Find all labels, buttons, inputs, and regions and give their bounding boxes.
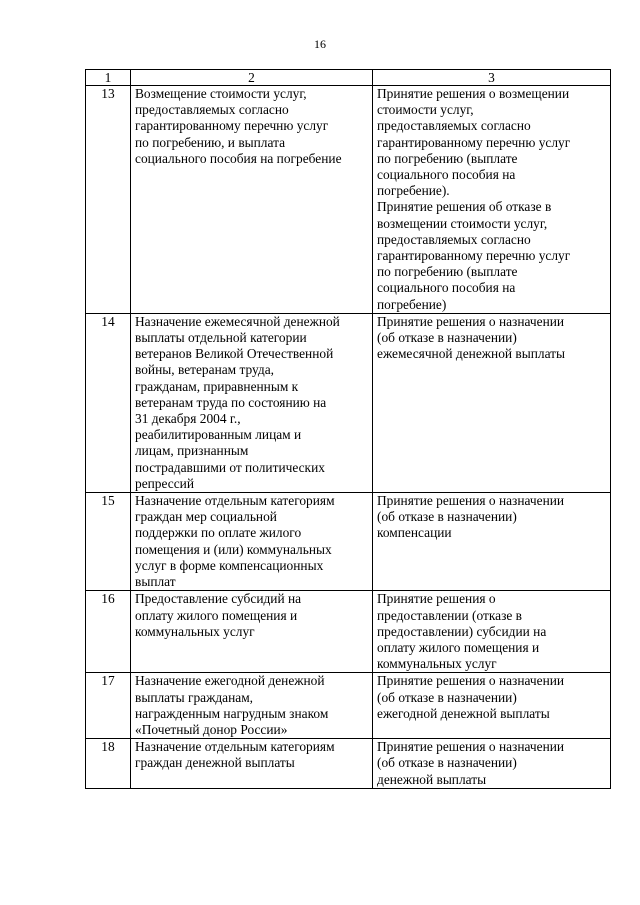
service-result: Принятие решения о назначении (об отказе в назначении) компенсации — [373, 493, 611, 591]
services-table — [85, 69, 611, 789]
service-name: Назначение отдельным категориям граждан денежной выплаты — [131, 739, 373, 789]
service-name: Назначение ежемесячной денежной выплаты отдельной категории ветеранов Великой Отечественной войны, ветеранам труда, гражданам, приравненным к ветеранам труда по состоянию на 31 декабря 2004 г., реабилитированным лицам и лицам, признанным пострадавшими от политических репрессий — [131, 313, 373, 492]
row-number: 16 — [86, 591, 131, 673]
service-result: Принятие решения о возмещении стоимости услуг, предоставляемых согласно гарантированному перечню услуг по погребению (выплате социального пособия на погребение). Принятие решения об отказе в возмещении стоимости услуг, предоставляемых согласно гарантированному перечню услуг по погребению (выплате социального пособия на погребение) — [373, 86, 611, 314]
row-number: 13 — [86, 86, 131, 314]
table-row — [86, 591, 611, 673]
table-row — [86, 739, 611, 789]
column-header-1: 1 — [86, 70, 131, 86]
service-result: Принятие решения о назначении (об отказе в назначении) ежегодной денежной выплаты — [373, 673, 611, 739]
table-row — [86, 673, 611, 739]
column-header-3: 3 — [373, 70, 611, 86]
table-header-row — [86, 70, 611, 86]
page-number: 16 — [314, 37, 326, 51]
table-row — [86, 313, 611, 492]
column-header-2: 2 — [131, 70, 373, 86]
service-result: Принятие решения о назначении (об отказе в назначении) ежемесячной денежной выплаты — [373, 313, 611, 492]
service-name: Назначение отдельным категориям граждан мер социальной поддержки по оплате жилого помещения и (или) коммунальных услуг в форме компенсационных выплат — [131, 493, 373, 591]
service-name: Возмещение стоимости услуг, предоставляемых согласно гарантированному перечню услуг по погребению, и выплата социального пособия на погребение — [131, 86, 373, 314]
row-number: 17 — [86, 673, 131, 739]
row-number: 14 — [86, 313, 131, 492]
service-name: Назначение ежегодной денежной выплаты гражданам, награжденным нагрудным знаком «Почетный донор России» — [131, 673, 373, 739]
table-row — [86, 493, 611, 591]
row-number: 18 — [86, 739, 131, 789]
service-result: Принятие решения о предоставлении (отказе в предоставлении) субсидии на оплату жилого помещения и коммунальных услуг — [373, 591, 611, 673]
service-result: Принятие решения о назначении (об отказе в назначении) денежной выплаты — [373, 739, 611, 789]
service-name: Предоставление субсидий на оплату жилого помещения и коммунальных услуг — [131, 591, 373, 673]
table-row — [86, 86, 611, 314]
row-number: 15 — [86, 493, 131, 591]
